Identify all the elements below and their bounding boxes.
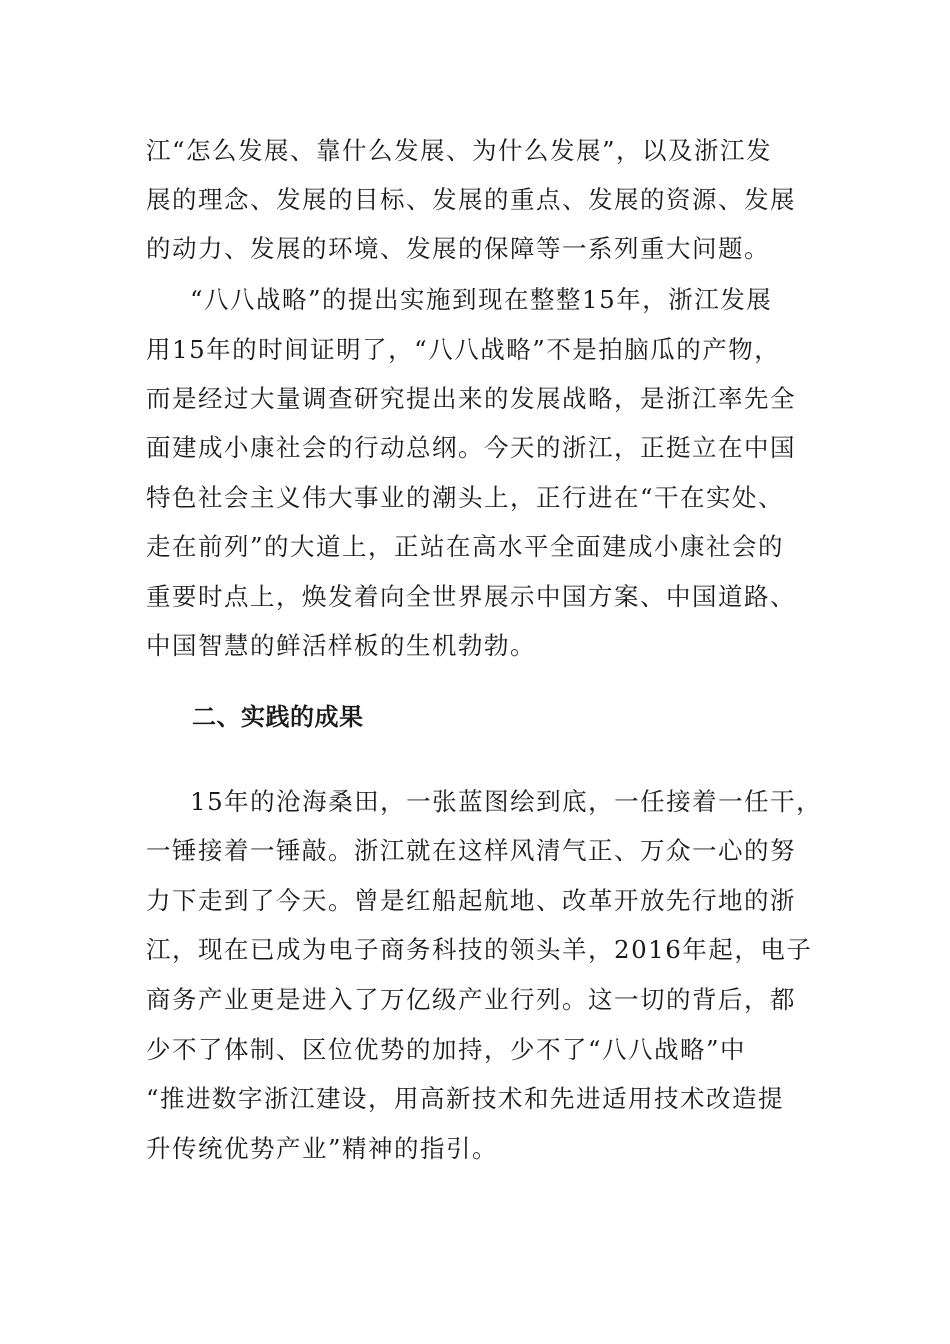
text-line: 特色社会主义伟大事业的潮头上，正行进在“干在实处、 — [146, 483, 785, 512]
text-line: 展的理念、发展的目标、发展的重点、发展的资源、发展 — [146, 185, 796, 214]
text-line: 15年的沧海桑田，一张蓝图绘到底，一任接着一任干， — [190, 787, 823, 816]
text-line: 力下走到了今天。曾是红船起航地、改革开放先行地的浙 — [146, 886, 796, 915]
text-line: 升传统优势产业”精神的指引。 — [146, 1134, 499, 1163]
text-line: “八八战略”的提出实施到现在整整15年，浙江发展 — [190, 285, 773, 314]
text-line: 江，现在已成为电子商务科技的领头羊，2016年起，电子 — [146, 935, 813, 964]
text-line: 江“怎么发展、靠什么发展、为什么发展”，以及浙江发 — [146, 136, 773, 165]
text-line: 面建成小康社会的行动总纲。今天的浙江，正挺立在中国 — [146, 433, 796, 462]
text-line: 中国智慧的鲜活样板的生机勃勃。 — [146, 631, 536, 660]
text-line: 少不了体制、区位优势的加持，少不了“八八战略”中 — [146, 1035, 747, 1064]
section-heading: 二、实践的成果 — [192, 703, 364, 731]
text-line: 而是经过大量调查研究提出来的发展战略，是浙江率先全 — [146, 384, 796, 413]
text-line: 一锤接着一锤敲。浙江就在这样风清气正、万众一心的努 — [146, 836, 796, 865]
text-line: 走在前列”的大道上，正站在高水平全面建成小康社会的 — [146, 532, 785, 561]
text-line: 的动力、发展的环境、发展的保障等一系列重大问题。 — [146, 234, 770, 263]
text-line: 商务产业更是进入了万亿级产业行列。这一切的背后，都 — [146, 985, 796, 1014]
text-line: 用15年的时间证明了，“八八战略”不是拍脑瓜的产物， — [146, 335, 781, 364]
text-line: 重要时点上，焕发着向全世界展示中国方案、中国道路、 — [146, 582, 796, 611]
text-line: “推进数字浙江建设，用高新技术和先进适用技术改造提 — [146, 1084, 785, 1113]
